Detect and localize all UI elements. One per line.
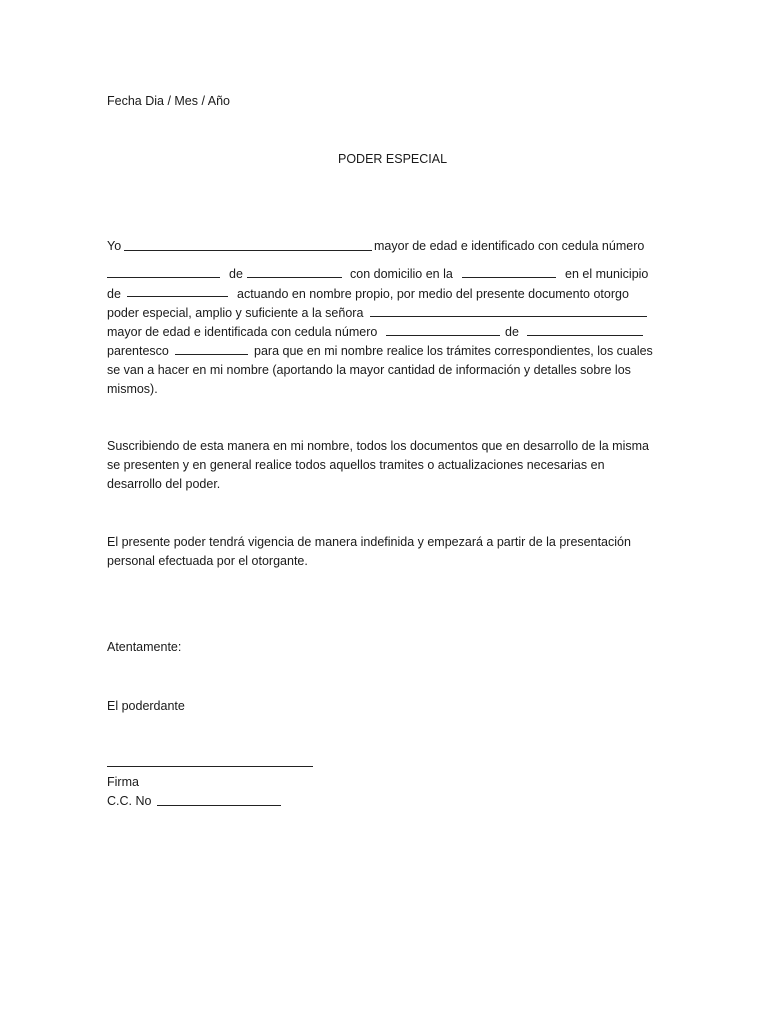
address-blank[interactable] xyxy=(462,277,556,278)
de-label-1: de xyxy=(229,267,243,281)
senora-cedula-place-blank[interactable] xyxy=(527,335,643,336)
signature-line[interactable] xyxy=(107,766,313,767)
parentesco-label: parentesco xyxy=(107,344,169,358)
para2-line-1: Suscribiendo de esta manera en mi nombre, todos los documentos que en desarrollo de la misma xyxy=(107,439,649,453)
domicilio-text: con domicilio en la xyxy=(350,267,453,281)
actuando-text: actuando en nombre propio, por medio del presente documento otorgo xyxy=(237,287,629,301)
tramites-text: para que en mi nombre realice los trámites correspondientes, los cuales xyxy=(254,344,653,358)
de-label-2: de xyxy=(107,287,121,301)
yo-label: Yo xyxy=(107,239,122,253)
para3-line-2: personal efectuada por el otorgante. xyxy=(107,554,308,568)
para2-line-3: desarrollo del poder. xyxy=(107,477,221,491)
mayor-edad-text-2: mayor de edad e identificada con cedula número xyxy=(107,325,378,339)
cedula-number-blank[interactable] xyxy=(107,277,220,278)
id-text: mayor de edad e identificado con cedula número xyxy=(374,239,645,253)
document-title: PODER ESPECIAL xyxy=(338,152,448,166)
poder-especial-text: poder especial, amplio y suficiente a la señora xyxy=(107,306,364,320)
de-label-3: de xyxy=(505,325,519,339)
para2-line-2: se presenten y en general realice todos aquellos tramites o actualizaciones necesarias en xyxy=(107,458,605,472)
senora-cedula-blank[interactable] xyxy=(386,335,500,336)
firma-label: Firma xyxy=(107,775,139,789)
atentamente-label: Atentamente: xyxy=(107,640,182,654)
municipio-text: en el municipio xyxy=(565,267,649,281)
name-blank[interactable] xyxy=(124,250,372,251)
cc-label: C.C. No xyxy=(107,794,152,808)
date-line: Fecha Dia / Mes / Año xyxy=(107,94,230,108)
para3-line-1: El presente poder tendrá vigencia de manera indefinida y empezará a partir de la presentación xyxy=(107,535,631,549)
municipio-blank[interactable] xyxy=(127,296,228,297)
senora-name-blank[interactable] xyxy=(370,316,647,317)
cc-number-blank[interactable] xyxy=(157,805,281,806)
para1-line-hacer: se van a hacer en mi nombre (aportando la mayor cantidad de información y detalles sobre los xyxy=(107,363,631,377)
parentesco-blank[interactable] xyxy=(175,354,248,355)
para1-line-mismos: mismos). xyxy=(107,382,158,396)
cedula-place-blank[interactable] xyxy=(247,277,342,278)
poderdante-label: El poderdante xyxy=(107,699,185,713)
